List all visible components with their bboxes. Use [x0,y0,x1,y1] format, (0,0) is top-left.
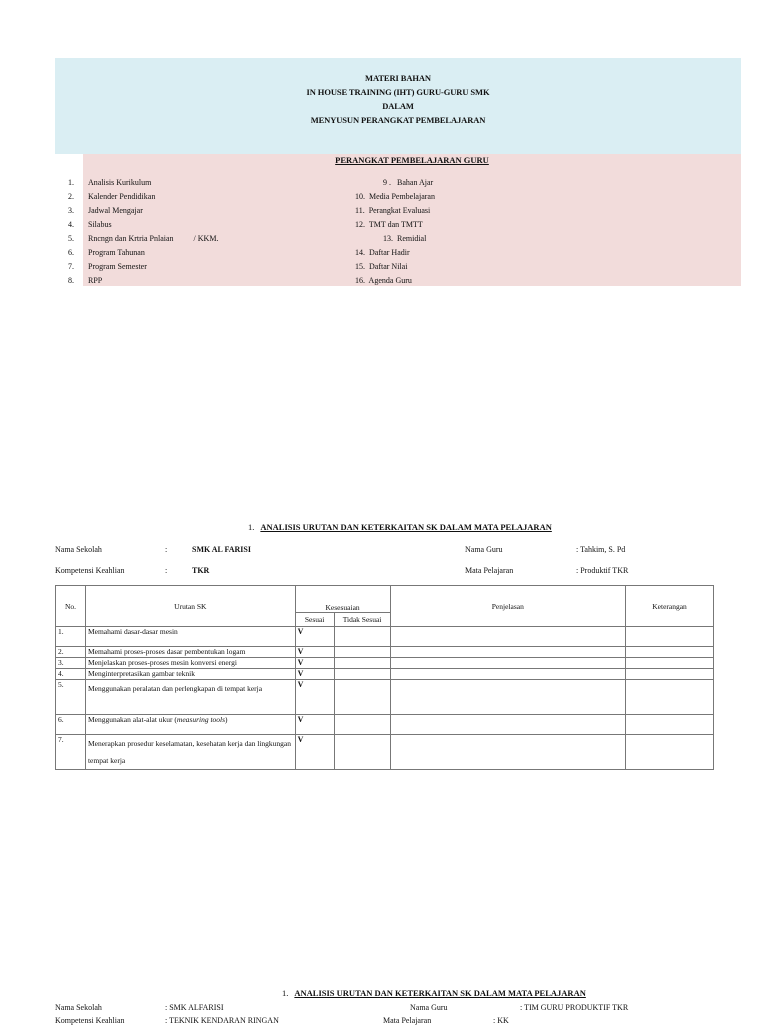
row-sk: Menginterpretasikan gambar teknik [85,669,295,680]
row-penjelasan [390,658,626,669]
perangkat-item-7: 7. Program Semester [68,262,147,271]
section2-school-value: : SMK ALFARISI [165,1003,224,1012]
row-no: 2. [56,647,86,658]
perangkat-item-9: 9 . Bahan Ajar [383,178,434,187]
row-penjelasan [390,627,626,647]
row-no: 6. [56,715,86,735]
table-row [56,647,714,658]
row-sesuai-check: V [295,627,334,647]
header-line-2: IN HOUSE TRAINING (IHT) GURU-GURU SMK [306,87,490,97]
row-sk: Menggunakan alat-alat ukur (measuring tools) [85,715,295,735]
analisis-table [55,585,714,770]
perangkat-item-1: 1. Analisis Kurikulum [68,178,152,187]
col-keterangan-header: Keterangan [626,586,714,627]
section1-mapel-label: Mata Pelajaran [465,566,514,575]
col-penjelasan-header: Penjelasan [390,586,626,627]
section1-mapel-value: : Produktif TKR [576,566,629,575]
perangkat-item-2: 2. Kalender Pendidikan [68,192,156,201]
row-keterangan [626,669,714,680]
col-tidak-sesuai-header: Tidak Sesuai [334,613,390,627]
perangkat-item-15: 15. Daftar Nilai [355,262,408,271]
perangkat-item-3: 3. Jadwal Mengajar [68,206,143,215]
row-sesuai-check: V [295,647,334,658]
row-tidak-sesuai [334,715,390,735]
table-row [56,735,714,770]
col-no-header: No. [56,586,86,627]
perangkat-item-12: 12. TMT dan TMTT [355,220,423,229]
row-sesuai-check: V [295,735,334,770]
row-penjelasan [390,715,626,735]
row-no: 5. [56,680,86,715]
perangkat-item-11: 11. Perangkat Evaluasi [355,206,431,215]
row-tidak-sesuai [334,658,390,669]
section2-guru-label: Nama Guru [410,1003,448,1012]
perangkat-item-16: 16. Agenda Guru [355,276,412,285]
section1-title: 1. ANALISIS URUTAN DAN KETERKAITAN SK DALAM MATA PELAJARAN [248,522,552,532]
header-line-3: DALAM [382,101,414,111]
row-keterangan [626,658,714,669]
section2-mapel-label: Mata Pelajaran [383,1016,432,1025]
row-tidak-sesuai [334,735,390,770]
section1-kompetensi-label: Kompetensi Keahlian [55,566,125,575]
row-keterangan [626,647,714,658]
row-no: 1. [56,627,86,647]
row-sk: Menerapkan prosedur keselamatan, kesehatan kerja dan lingkungan tempat kerja [85,735,295,770]
row-sesuai-check: V [295,680,334,715]
section1-school-colon: : [165,545,168,554]
row-keterangan [626,627,714,647]
table-row [56,658,714,669]
perangkat-item-13: 13. Remidial [383,234,427,243]
section2-kompetensi-value: : TEKNIK KENDARAN RINGAN [165,1016,279,1025]
table-row [56,627,714,647]
row-sesuai-check: V [295,715,334,735]
section2-guru-value: : TIM GURU PRODUKTIF TKR [520,1003,629,1012]
row-sesuai-check: V [295,658,334,669]
perangkat-item-6: 6. Program Tahunan [68,248,145,257]
table-row [56,680,714,715]
row-keterangan [626,735,714,770]
section2-title: 1. ANALISIS URUTAN DAN KETERKAITAN SK DALAM MATA PELAJARAN [282,988,586,998]
perangkat-item-5: 5. Rncngn dan Krtria Pnlaian / KKM. [68,234,219,243]
perangkat-item-14: 14. Daftar Hadir [355,248,410,257]
row-penjelasan [390,647,626,658]
header-line-1: MATERI BAHAN [365,73,431,83]
row-tidak-sesuai [334,680,390,715]
perangkat-item-8: 8. RPP [68,276,103,285]
table-row [56,715,714,735]
col-kesesuaian-header: Kesesuaian [295,586,390,613]
row-penjelasan [390,680,626,715]
row-sesuai-check: V [295,669,334,680]
header-block [55,58,741,154]
perangkat-title: PERANGKAT PEMBELAJARAN GURU [335,155,489,165]
section1-school-label: Nama Sekolah [55,545,102,554]
table-row [56,669,714,680]
row-penjelasan [390,669,626,680]
header-line-4: MENYUSUN PERANGKAT PEMBELAJARAN [310,115,486,125]
row-sk: Memahami dasar-dasar mesin [85,627,295,647]
row-sk: Menjelaskan proses-proses mesin konversi energi [85,658,295,669]
row-no: 4. [56,669,86,680]
table-header-row [56,586,714,613]
row-tidak-sesuai [334,669,390,680]
row-penjelasan [390,735,626,770]
section1-kompetensi-colon: : [165,566,168,575]
section2-mapel-value: : KK [493,1016,509,1025]
col-sesuai-header: Sesuai [295,613,334,627]
section1-guru-label: Nama Guru [465,545,503,554]
section1-kompetensi-value: TKR [192,566,210,575]
row-no: 7. [56,735,86,770]
perangkat-item-10: 10. Media Pembelajaran [355,192,435,201]
row-sk: Memahami proses-proses dasar pembentukan logam [85,647,295,658]
perangkat-item-4: 4. Silabus [68,220,112,229]
row-tidak-sesuai [334,647,390,658]
section2-school-label: Nama Sekolah [55,1003,102,1012]
section1-guru-value: : Tahkim, S. Pd [576,545,626,554]
row-tidak-sesuai [334,627,390,647]
col-urutan-header: Urutan SK [85,586,295,627]
row-keterangan [626,715,714,735]
section2-kompetensi-label: Kompetensi Keahlian [55,1016,125,1025]
section1-school-value: SMK AL FARISI [192,545,251,554]
row-sk: Menggunakan peralatan dan perlengkapan di tempat kerja [85,680,295,715]
row-keterangan [626,680,714,715]
row-no: 3. [56,658,86,669]
